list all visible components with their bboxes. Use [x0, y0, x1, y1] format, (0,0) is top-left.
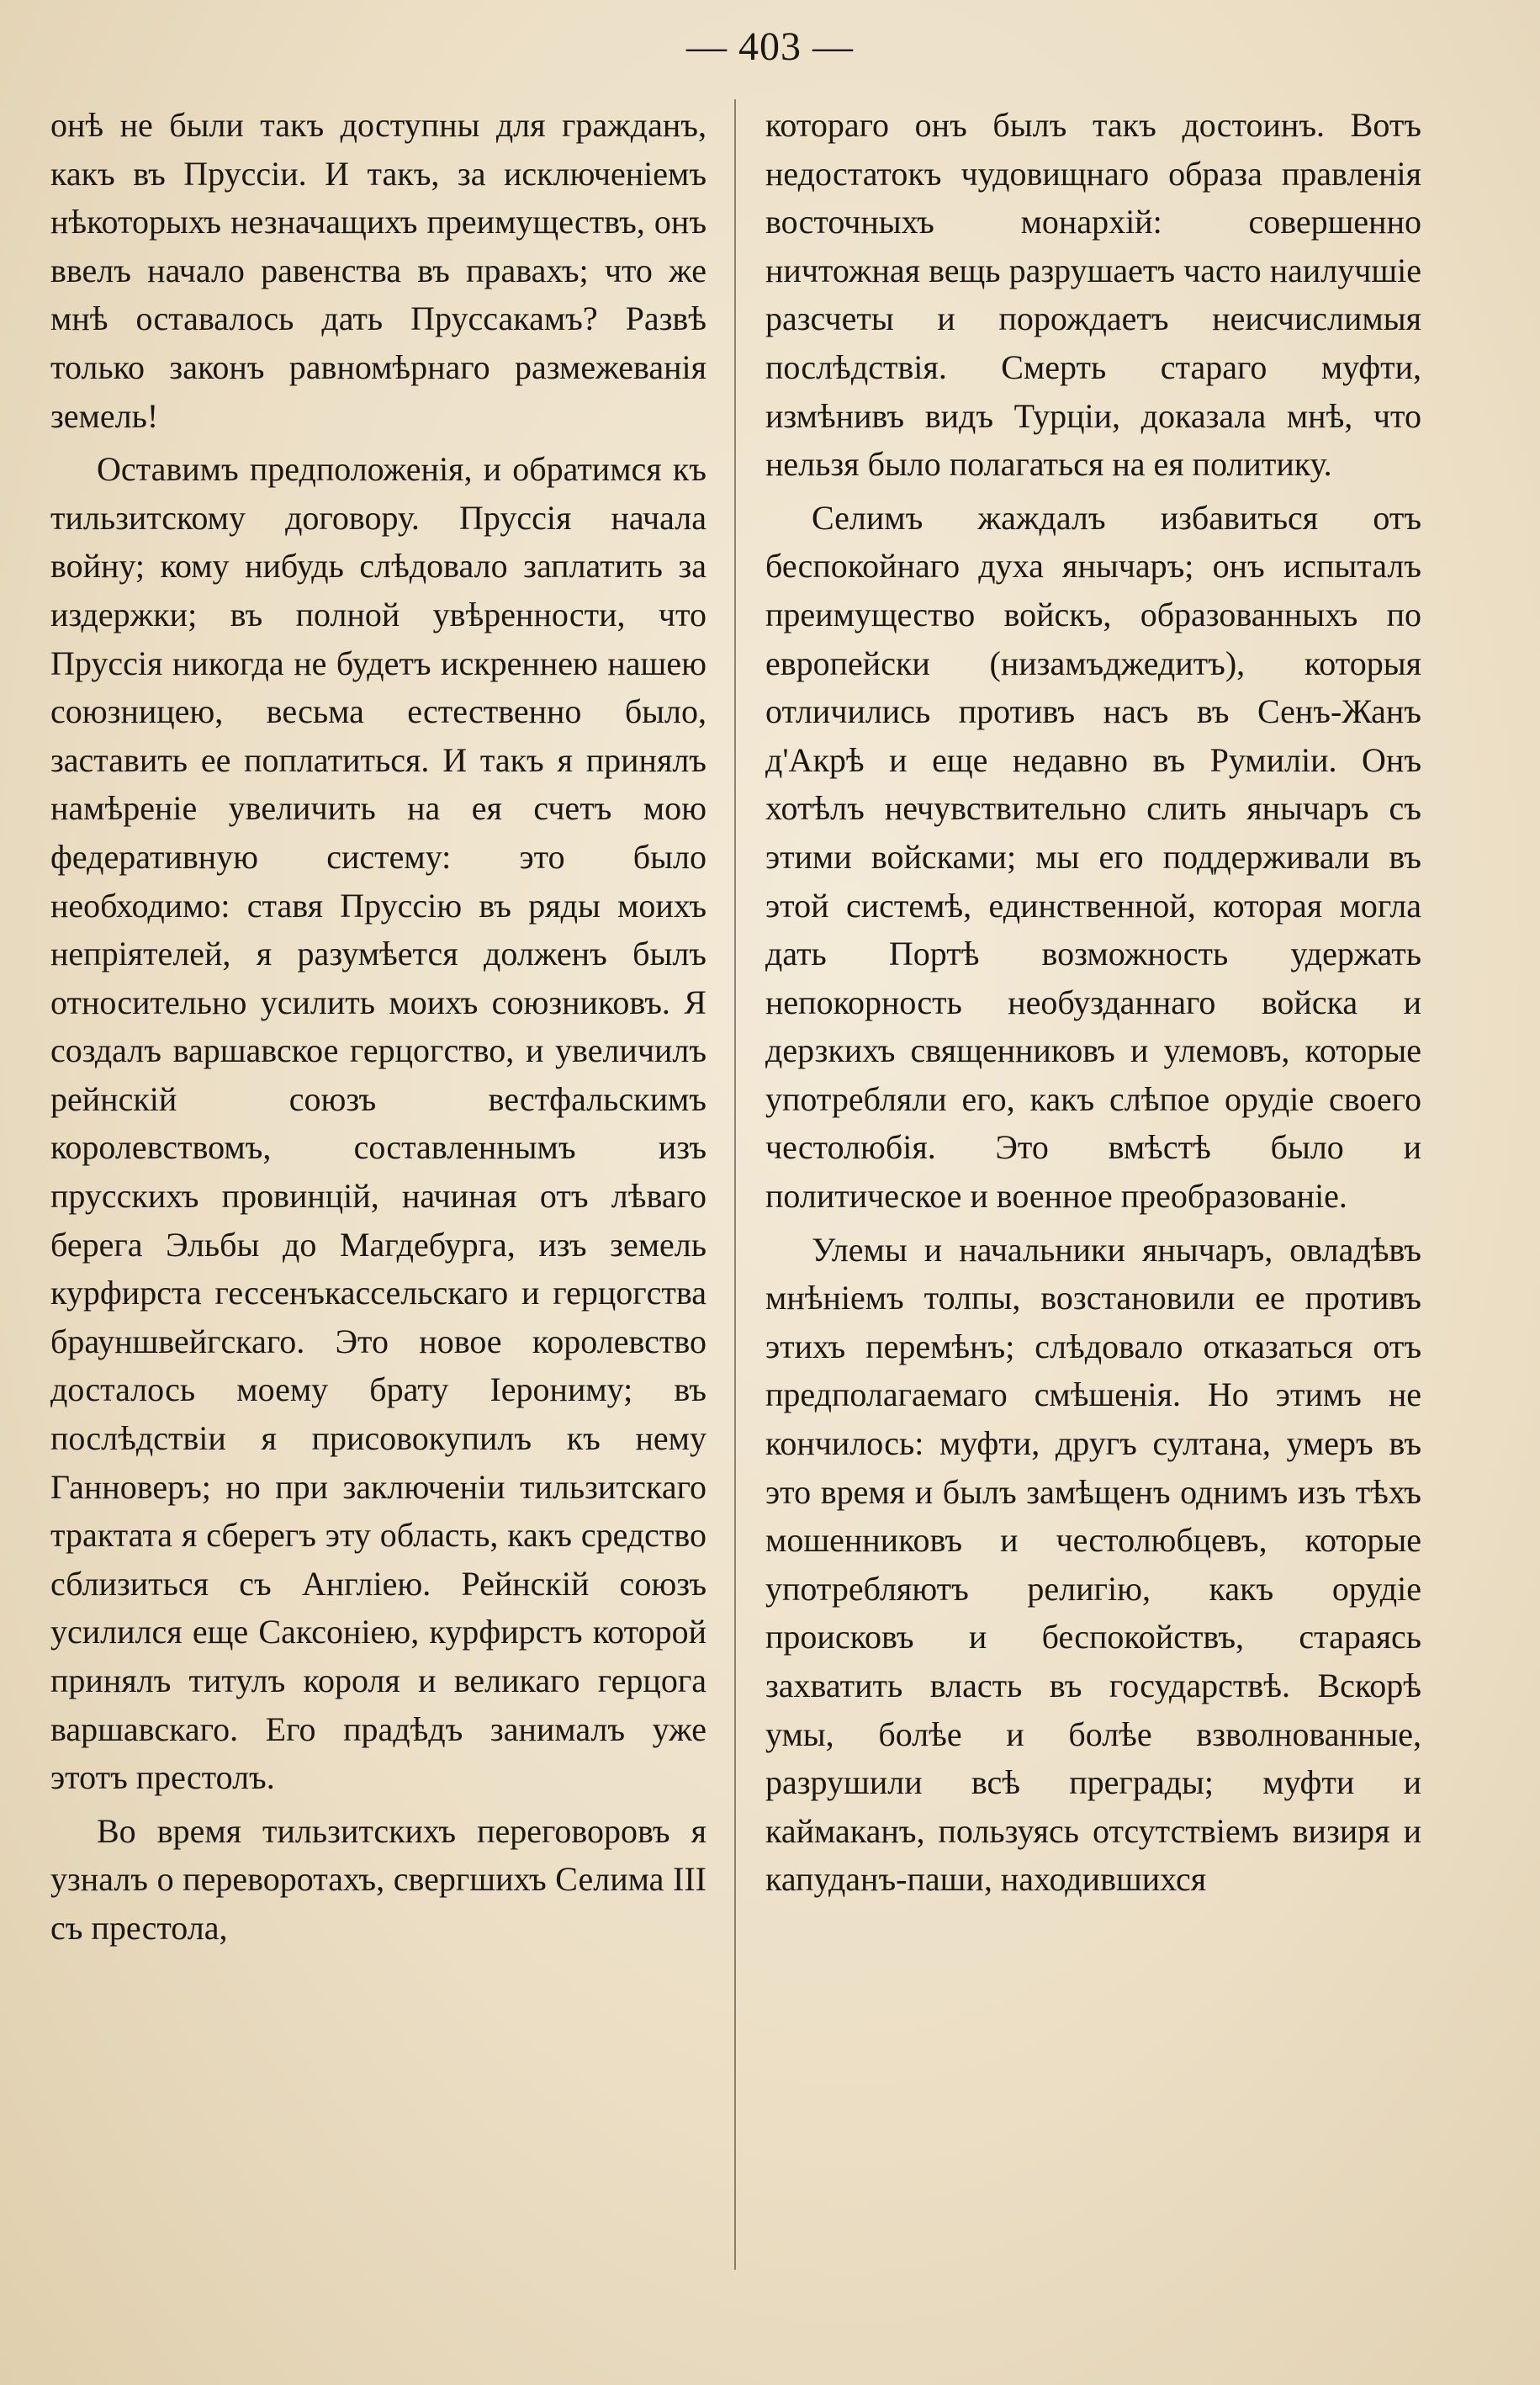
left-column: [50, 101, 706, 1953]
paragraph: Во время тильзитскихъ переговоровъ я узналъ о переворотахъ, свергшихъ Селима III съ престола,: [50, 1811, 706, 1947]
page-number: — 403 —: [686, 24, 854, 69]
paragraph: Оставимъ предположенія, и обратимся къ тильзитскому договору. Пруссія начала войну; кому нибудь слѣдовало заплатить за издержки; въ полной увѣренности, что Пруссія никогда не будетъ искреннею нашею союзницею, весьма естественно было, заставить ее поплатиться. И такъ я принялъ намѣреніе увеличить на ея счетъ мою федеративную систему: это было необходимо: ставя Пруссію въ ряды моихъ непріятелей, я разумѣется долженъ былъ относительно усилить моихъ союзниковъ. Я создалъ варшавское герцогство, и увеличилъ рейнскій союзъ вестфальскимъ королевствомъ, составленнымъ изъ прусскихъ провинцій, начиная отъ лѣваго берега Эльбы до Магдебурга, изъ земель курфирста гессенъкассельскаго и герцогства брауншвейгскаго. Это новое королевство досталось моему брату Іерониму; въ послѣдствіи я присовокупилъ къ нему Ганноверъ; но при заключеніи тильзитскаго трактата я сберегъ эту область, какъ средство сблизиться съ Англіею. Рейнскій союзъ усилился еще Саксоніею, курфирстъ которой принялъ титулъ короля и великаго герцога варшавскаго. Его прадѣдъ занималъ уже этотъ престолъ.: [50, 450, 706, 1797]
paragraph: Улемы и начальники янычаръ, овладѣвъ мнѣніемъ толпы, возстановили ее противъ этихъ перемѣнъ; слѣдовало отказаться отъ предполагаемаго смѣшенія. Но этимъ не кончилось: муфти, другъ султана, умеръ въ это время и былъ замѣщенъ однимъ изъ тѣхъ мошенниковъ и честолюбцевъ, которые употребляютъ религію, какъ орудіе происковъ и беспокойствъ, стараясь захватить власть въ государствѣ. Вскорѣ умы, болѣе и болѣе взволнованные, разрушили всѣ преграды; муфти и каймаканъ, пользуясь отсутствіемъ визиря и капуданъ-паши, находившихся: [765, 1230, 1421, 1899]
text-columns: [50, 101, 1421, 1953]
paragraph: котораго онъ былъ такъ достоинъ. Вотъ недостатокъ чудовищнаго образа правленія восточныхъ монархій: совершенно ничтожная вещь разрушаетъ часто наилучшіе разсчеты и порождаетъ неисчислимыя послѣдствія. Смерть стараго муфти, измѣнивъ видъ Турціи, доказала мнѣ, что нельзя было полагаться на ея политику.: [765, 106, 1421, 484]
right-column: [765, 101, 1421, 1953]
paragraph: Селимъ жаждалъ избавиться отъ беспокойнаго духа янычаръ; онъ испыталъ преимущество войскъ, образованныхъ по европейски (низамъджедитъ), которыя отличились противъ насъ въ Сенъ-Жанъ д'Акрѣ и еще недавно въ Румиліи. Онъ хотѣлъ нечувствительно слить янычаръ съ этими войсками; мы его поддерживали въ этой системѣ, единственной, которая могла дать Портѣ возможность удержать непокорность необузданнаго войска и дерзкихъ священниковъ и улемовъ, которые употребляли его, какъ слѣпое орудіе своего честолюбія. Это вмѣстѣ было и политическое и военное преобразованіе.: [765, 498, 1421, 1216]
paragraph: онѣ не были такъ доступны для гражданъ, какъ въ Пруссіи. И такъ, за исключеніемъ нѣкоторыхъ незначащихъ преимуществъ, онъ ввелъ начало равенства въ правахъ; что же мнѣ оставалось дать Пруссакамъ? Развѣ только законъ равномѣрнаго размежеванія земель!: [50, 106, 706, 435]
